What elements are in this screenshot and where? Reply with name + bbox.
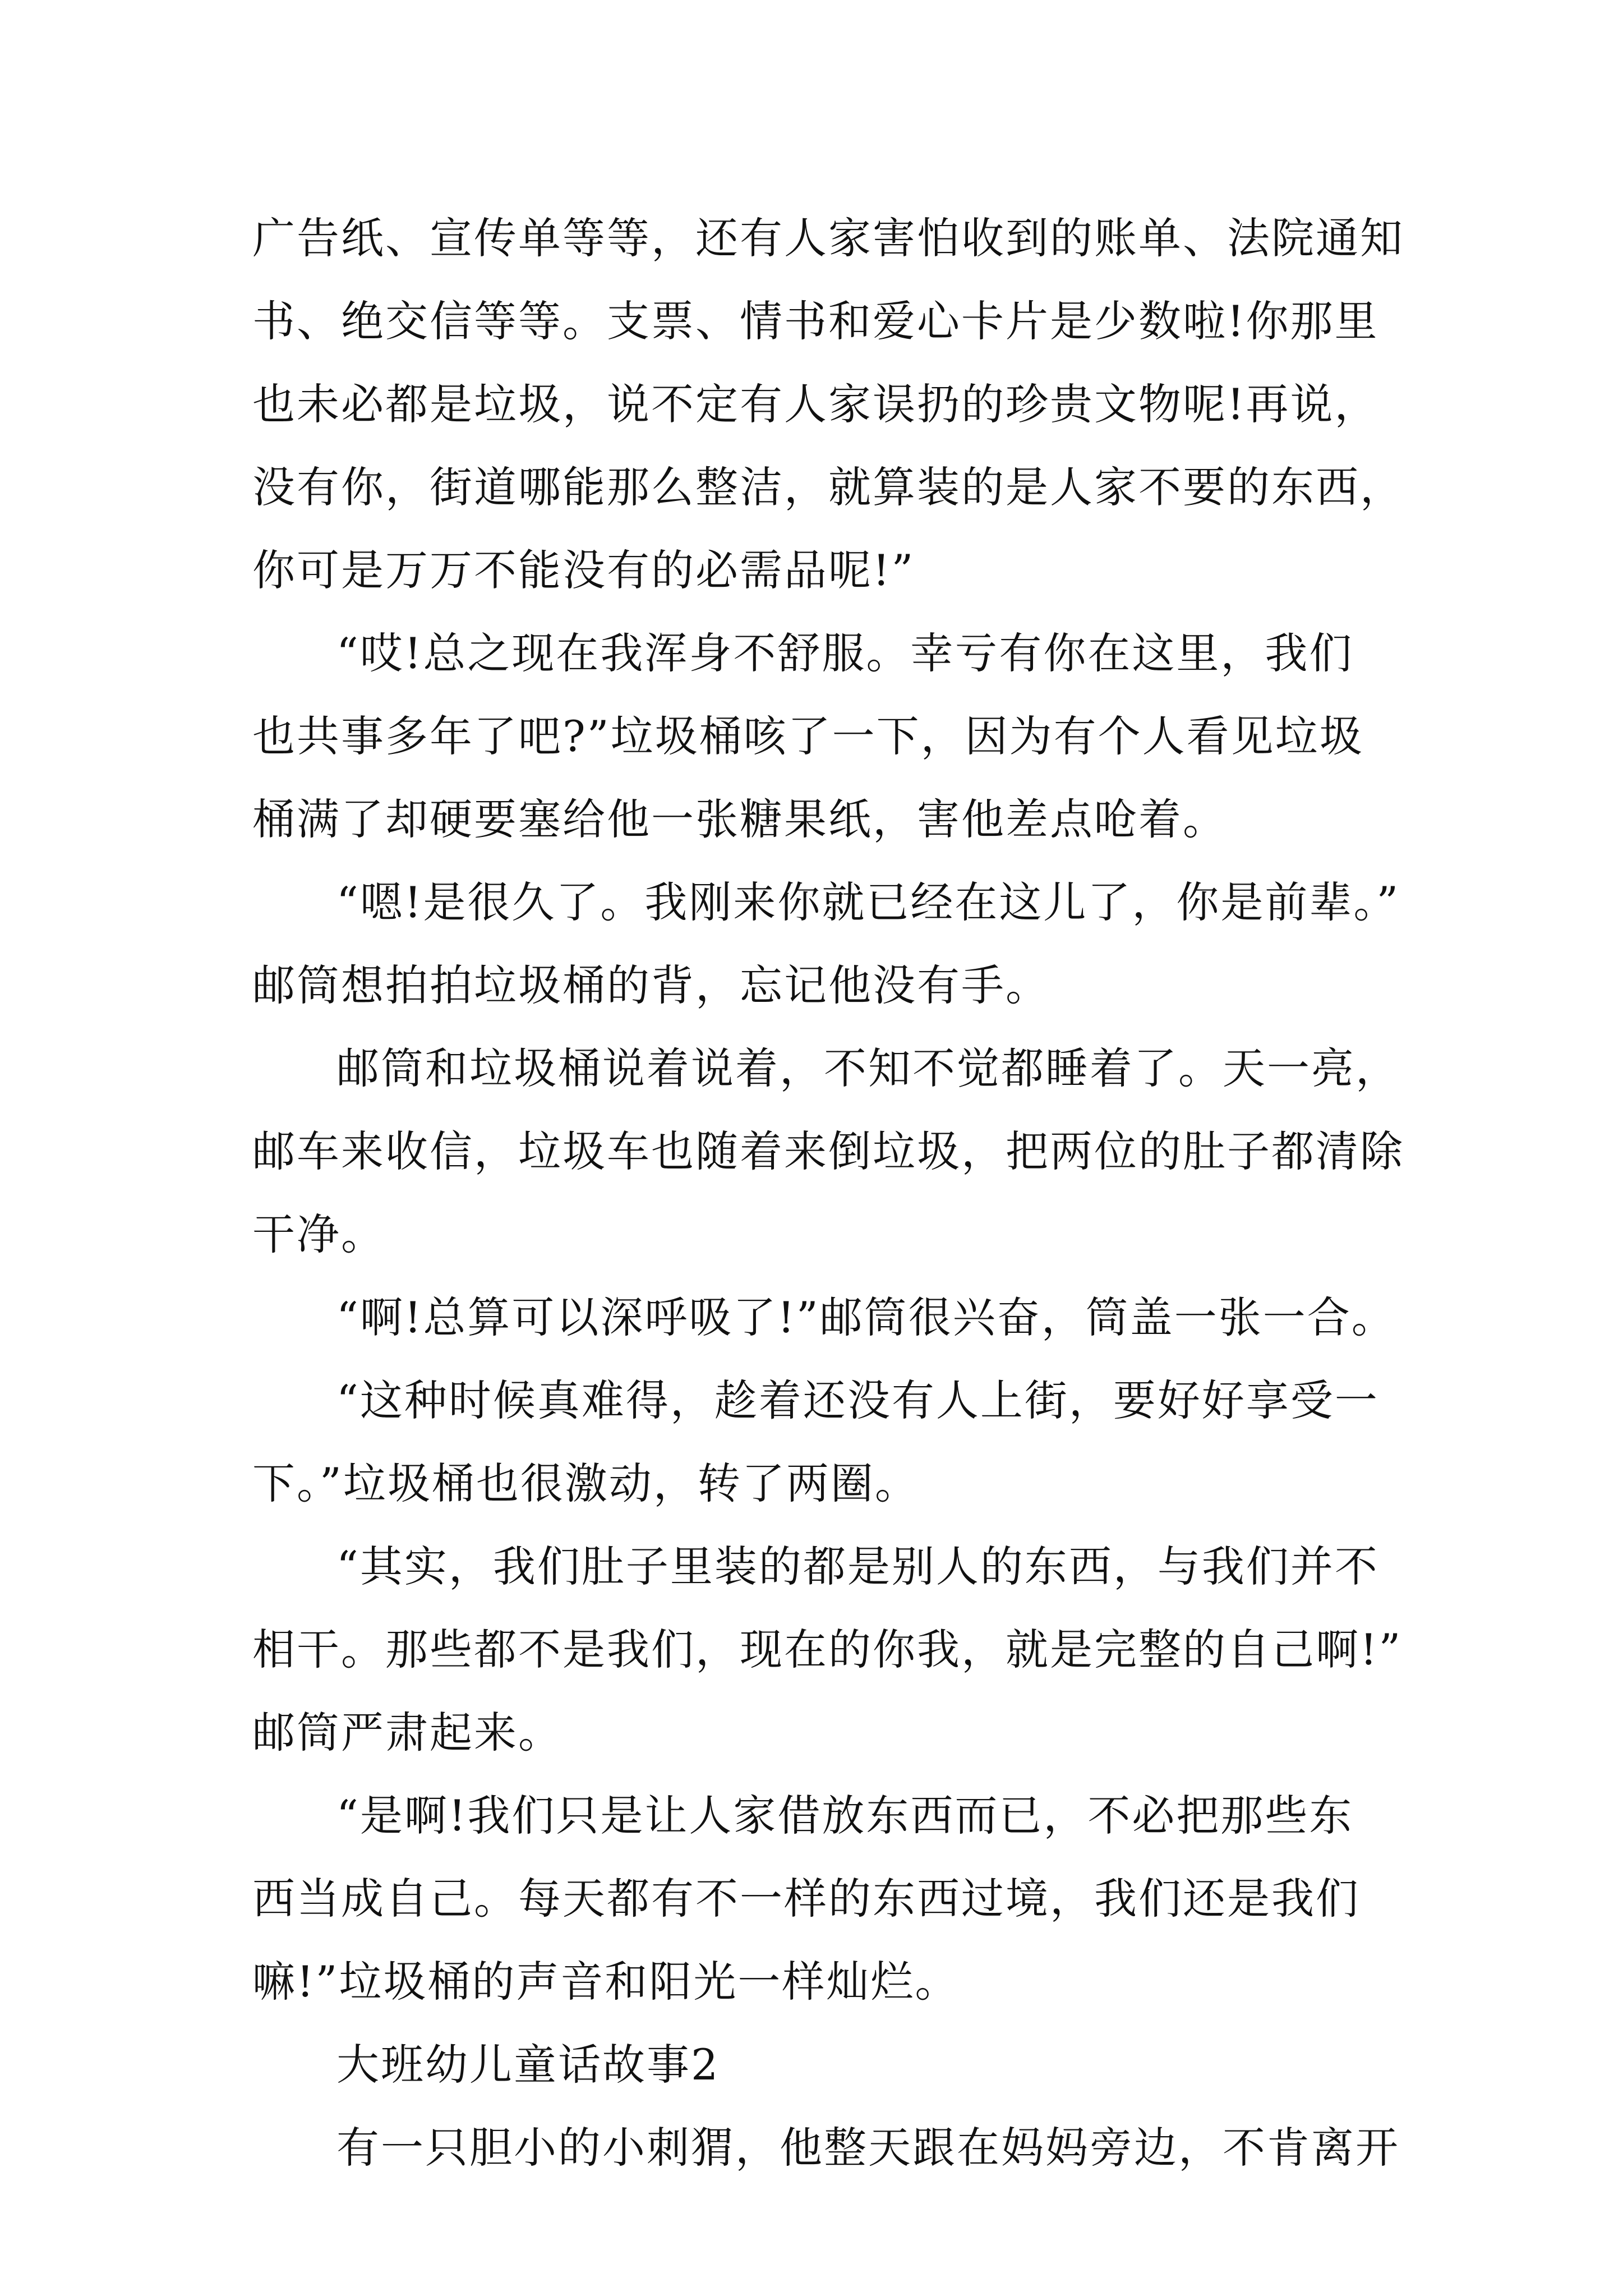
text-line: 你可是万万不能没有的必需品呢!” [252, 545, 915, 595]
text-line: 有一只胆小的小刺猬，他整天跟在妈妈旁边，不肯离开 [336, 2123, 1400, 2173]
section-heading: 大班幼儿童话故事2 [336, 2040, 720, 2090]
text-line: 邮筒严肃起来。 [252, 1708, 562, 1757]
text-line: 相干。那些都不是我们，现在的你我，就是完整的自己啊!” [252, 1625, 1403, 1674]
text-line: “是啊!我们只是让人家借放东西而已，不必把那些东 [336, 1791, 1354, 1841]
text-line: 邮筒想拍拍垃圾桶的背，忘记他没有手。 [252, 960, 1050, 1010]
text-line: 嘛!”垃圾桶的声音和阳光一样灿烂。 [252, 1957, 960, 2007]
text-line: “啊!总算可以深呼吸了!”邮筒很兴奋，筒盖一张一合。 [336, 1292, 1396, 1342]
text-line: 也共事多年了吧?”垃圾桶咳了一下，因为有个人看见垃圾 [252, 711, 1364, 761]
text-line: 下。”垃圾桶也很激动，转了两圈。 [252, 1458, 919, 1508]
text-line: 西当成自己。每天都有不一样的东西过境，我们还是我们 [252, 1874, 1360, 1924]
text-line: 广告纸、宣传单等等，还有人家害怕收到的账单、法院通知 [252, 213, 1404, 263]
text-line: 干净。 [252, 1209, 385, 1259]
text-line: 桶满了却硬要塞给他一张糖果纸，害他差点呛着。 [252, 794, 1227, 844]
text-line: 邮筒和垃圾桶说着说着，不知不觉都睡着了。天一亮， [336, 1043, 1400, 1093]
text-line: 没有你，街道哪能那么整洁，就算装的是人家不要的东西， [252, 462, 1404, 512]
text-line: “其实，我们肚子里装的都是别人的东西，与我们并不 [336, 1542, 1379, 1591]
text-line: “嗯!是很久了。我刚来你就已经在这儿了，你是前辈。” [336, 877, 1400, 927]
text-line: “这种时候真难得，趁着还没有人上街，要好好享受一 [336, 1375, 1379, 1425]
text-line: 也未必都是垃圾，说不定有人家误扔的珍贵文物呢!再说， [252, 379, 1379, 429]
text-line: 书、绝交信等等。支票、情书和爱心卡片是少数啦!你那里 [252, 296, 1379, 346]
text-line: 邮车来收信，垃圾车也随着来倒垃圾，把两位的肚子都清除 [252, 1126, 1404, 1176]
text-line: “哎!总之现在我浑身不舒服。幸亏有你在这里，我们 [336, 628, 1354, 678]
